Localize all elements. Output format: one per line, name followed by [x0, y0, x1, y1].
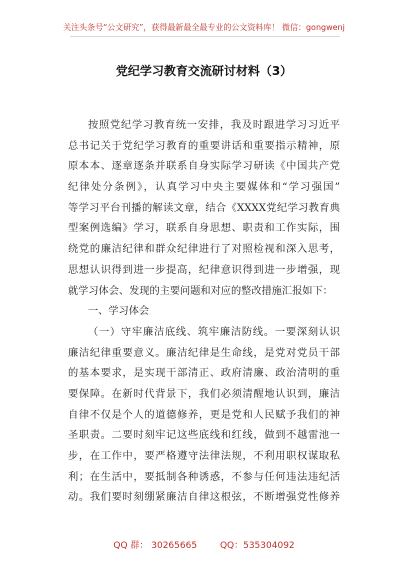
body-line: 绕党的廉洁纪律和群众纪律进行了对照检视和深入思考，: [68, 244, 340, 256]
body-line: 圣职责。二要时刻牢记这些底线和红线，做到不越雷池一: [68, 430, 340, 442]
body-line: 等学习平台刊播的解读文章，结合《XXXX党纪学习教育典: [68, 202, 340, 214]
body-line: （一）守牢廉洁底线、筑牢廉洁防线。一要深刻认识: [88, 326, 340, 338]
body-line: 廉洁纪律重要意义。廉洁纪律是生命线，是党对党员干部: [68, 347, 340, 359]
header-divider: [70, 36, 340, 37]
body-line: 纪律处分条例》，认真学习中央主要媒体和“学习强国”: [68, 182, 340, 194]
footer-contact: [0, 538, 408, 551]
body-line: 要保障。在新时代背景下，我们必须清醒地认识到，廉洁: [68, 388, 340, 400]
body-line: 动。我们要时刻绷紧廉洁自律这根弦，不断增强党性修养: [68, 492, 340, 504]
body-line: 的基本要求，是实现干部清正、政府清廉、政治清明的重: [68, 368, 340, 380]
body-line: 步，在工作中，要严格遵守法律法规，不利用职权谋取私: [68, 451, 340, 462]
body-line: 原本本、逐章逐条并联系自身实际学习研读《中国共产党: [68, 161, 340, 173]
body-line: 自律不仅是个人的道德修养，更是党和人民赋予我们的神: [68, 409, 340, 421]
body-line: 就学习体会、发现的主要问题和对应的整改措施汇报如下：: [68, 285, 333, 297]
footer-qq-number: QQ：535304092: [219, 541, 295, 551]
body-line: 型案例选编》学习，联系自身思想、职责和工作实际，围: [68, 223, 340, 235]
body-line: 一、学习体会: [88, 306, 150, 318]
body-line: 利；在生活中，要抵制各种诱惑，不参与任何违法违纪活: [68, 471, 340, 483]
body-line: 按照党纪学习教育统一安排，我及时跟进学习习近平: [88, 120, 340, 131]
body-line: 总书记关于党纪学习教育的重要讲话和重要指示精神，原: [68, 140, 340, 152]
document-title: 党纪学习教育交流研讨材料（3）: [115, 64, 293, 78]
header-banner: 关注头条号“公文研究”，获得最新最全最专业的公文资料库！ 微信：gongwenj: [63, 23, 345, 32]
document-body: [68, 116, 340, 509]
body-line: 思想认识得到进一步提高，纪律意识得到进一步增强，现: [68, 264, 340, 276]
footer-qq-group: QQ 群： 30265665: [113, 541, 198, 551]
